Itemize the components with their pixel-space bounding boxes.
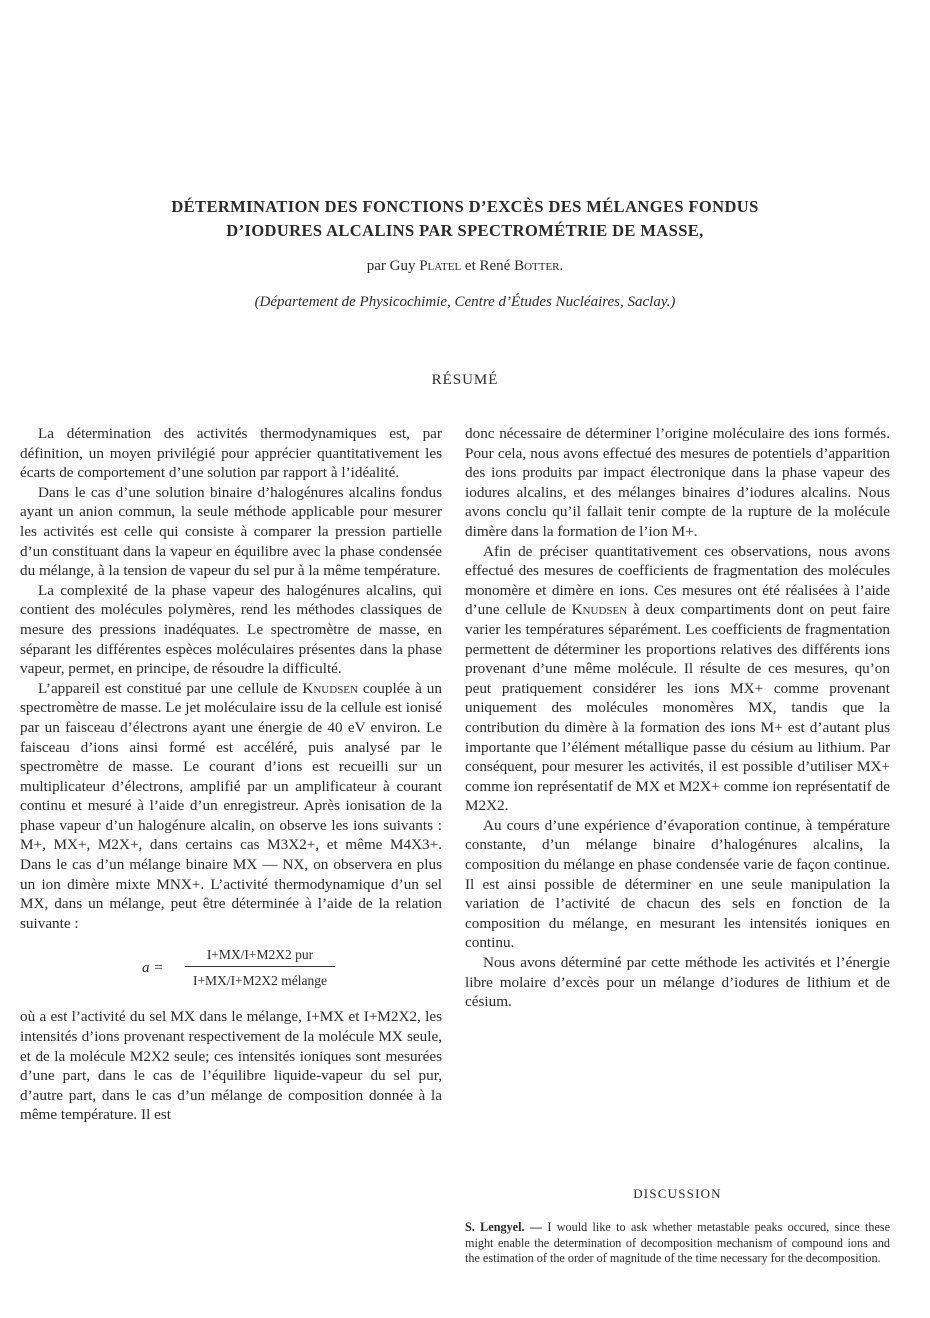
discussion-speaker: S. Lengyel. — [465, 1220, 543, 1234]
left-paragraph-4-start: L’appareil est constitué par une cellule de [38, 679, 303, 697]
right-paragraph-4: Nous avons déterminé par cette méthode les activités et l’énergie libre molaire d’excès pour un mélange d’iodures de lithium et de césium. [465, 954, 890, 1011]
knudsen-name: Knudsen [302, 679, 358, 697]
authors [0, 258, 930, 275]
left-paragraph-1: La détermination des activités thermodynamiques est, par définition, un moyen privilégié pour apprécier quantitativement les écarts de comportement d’une solution par rapport à l’idéalité. [20, 425, 442, 482]
affiliation: (Département de Physicochimie, Centre d’Études Nucléaires, Saclay.) [254, 294, 676, 310]
left-paragraph-2: Dans le cas d’une solution binaire d’halogénures alcalins fondus ayant un anion commun, la seule méthode applicable pour mesurer les activités est celle qui consiste à comparer la pression partielle d’un constituant dans la vapeur en équilibre avec la phase condensée du mélange, à la tension de vapeur du sel pur à la même température. [20, 483, 442, 580]
left-column [20, 424, 442, 1125]
activity-formula [20, 945, 442, 993]
formula-lhs: a = [142, 960, 164, 977]
author-1-surname: Platel [419, 258, 462, 274]
right-paragraph-1: donc nécessaire de déterminer l’origine moléculaire des ions formés. Pour cela, nous avons effectué des mesures de potentiels d’apparition des ions produits par impact électronique dans la phase vapeur des iodures alcalins, et des mélanges binaires d’iodures alcalins. Nous avons conclu qu’il fallait tenir compte de la rupture de la molécule dimère dans la formation de l’ion M+. [465, 425, 890, 540]
left-paragraph-5: où a est l’activité du sel MX dans le mélange, I+MX et I+M2X2, les intensités d’ions provenant respectivement de la molécule MX seule, et de la molécule M2X2 seule; ces intensités ioniques sont mesurées d’une part, dans le cas de l’équilibre liquide-vapeur du sel pur, d’autre part, dans le cas d’un mélange de composition donnée à la même température. Il est [20, 1008, 442, 1124]
right-column [465, 424, 890, 1012]
left-paragraph-4-rest: couplée à un spectromètre de masse. Le jet moléculaire issu de la cellule est ionisé par un faisceau d’électrons ayant une énergie de 40 eV environ. Le faisceau d’ions ainsi formé est accéléré, puis analysé par le spectromètre de masse. Le courant d’ions est recueilli sur un multiplicateur d’électrons, amplifié par un amplificateur à courant continu et mesuré à l’aide d’un enregistreur. Après ionisation de la phase vapeur d’un halogénure alcalin, on observe les ions suivants : M+, MX+, M2X+, dans certains cas M3X2+, et même M4X3+. Dans le cas d’un mélange binaire MX — NX, on observera en plus un ion dimère mixte MNX+. L’activité thermodynamique d’un sel MX, dans un mélange, peut être déterminée à l’aide de la relation suivante : [20, 679, 442, 932]
discussion-question: I would like to ask whether metastable peaks occured, since these might enable the determination of decomposition mechanism of compound ions and the estimation of the order of magnitude of the time necessary for the decomposition. [465, 1220, 891, 1266]
right-paragraph-2-rest: à deux compartiments dont on peut faire varier les températures séparément. Les coefficients de fragmentation permettent de déterminer les proportions relatives des différents ions provenant d’une même molécule. Il résulte de ces mesures, qu’on peut pratiquement considérer les ions MX+ comme provenant uniquement des molécules monomères MX, tandis que la contribution du dimère à la formation des ions M+ est d’autant plus importante que l’élément métallique passe du césium au lithium. Par conséquent, pour mesurer les activités, il est possible d’utiliser MX+ comme ion représentatif de MX et M2X+ comme ion représentatif de M2X2. [465, 601, 890, 815]
authors-end: . [559, 258, 564, 274]
formula-fraction-bar [185, 966, 335, 967]
discussion-text [465, 1220, 890, 1267]
left-paragraph-3: La complexité de la phase vapeur des halogénures alcalins, qui contient des molécules polymères, rend les méthodes classiques de mesure des pressions inadéquates. Le spectromètre de masse, en séparant les différentes espèces moléculaires présentes dans la phase vapeur, permet, en principe, de résoudre la difficulté. [20, 581, 442, 678]
knudsen-name-2: Knudsen [571, 601, 628, 619]
title-line-2: D’IODURES ALCALINS PAR SPECTROMÉTRIE DE MASSE, [226, 221, 704, 240]
title-line-1: DÉTERMINATION DES FONCTIONS D’EXCÈS DES MÉLANGES FONDUS [171, 197, 759, 216]
resume-heading: RÉSUMÉ [431, 372, 499, 388]
discussion-heading: DISCUSSION [633, 1186, 722, 1201]
formula-numerator: I+MX/I+M2X2 pur [206, 947, 314, 963]
authors-et: et René [461, 258, 515, 274]
authors-par: par Guy [366, 258, 420, 274]
right-paragraph-2 [465, 542, 890, 816]
right-paragraph-3: Au cours d’une expérience d’évaporation continue, à température constante, d’un mélange binaire d’halogénures alcalins, la composition du mélange en phase condensée varie de façon continue. Il est ainsi possible de déterminer en une seule manipulation la variation de l’activité de chacun des sels en fonction de la composition du mélange, en mesurant les intensités ioniques en continu. [465, 816, 890, 952]
author-2-surname: Botter [514, 258, 560, 274]
right-paragraph-2-start: Afin de préciser quantitativement ces observations, nous avons effectué des mesures de coefficients de fragmentation des molécules monomère et dimère en ions. Ces mesures ont été réalisées à l’aide d’une cellule de [465, 542, 890, 619]
formula-denominator: I+MX/I+M2X2 mélange [192, 973, 328, 989]
left-paragraph-4 [20, 679, 442, 934]
